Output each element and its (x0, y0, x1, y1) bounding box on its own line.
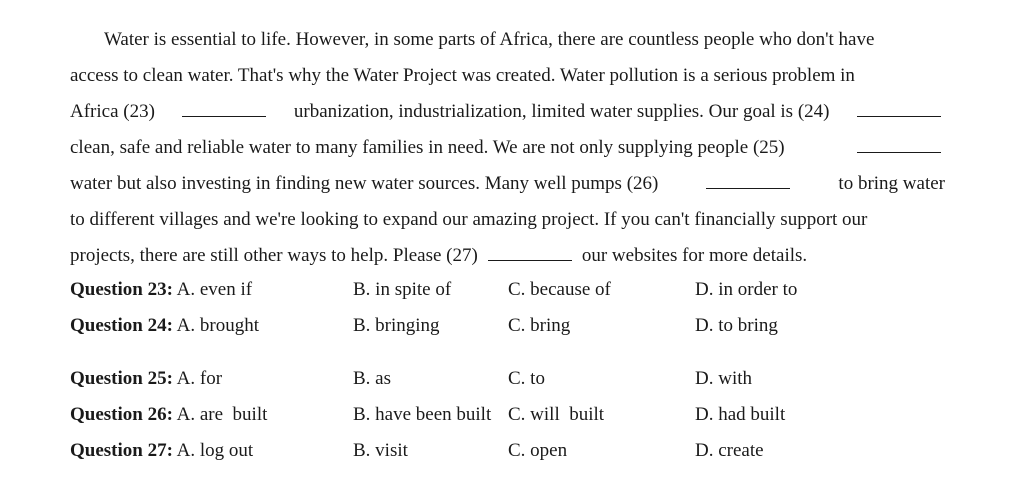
option-d: D. in order to (695, 279, 798, 300)
question-number: Question 23: (70, 279, 173, 300)
question-label (70, 361, 222, 397)
question-number: Question 26: (70, 404, 173, 425)
passage-line (70, 238, 945, 274)
question-number: Question 25: (70, 368, 173, 389)
passage-text: Africa (23) (70, 101, 155, 122)
option-c: C. because of (508, 279, 611, 300)
question-row (70, 433, 950, 469)
question-row (70, 361, 950, 397)
passage-line (70, 202, 945, 238)
question-label (70, 433, 253, 469)
answer-blank-23 (182, 94, 266, 117)
option-a: A. are built (176, 404, 268, 425)
option-d: D. with (695, 368, 752, 389)
option-b: B. in spite of (353, 279, 452, 300)
option-c: C. open (508, 440, 568, 461)
passage-text: urbanization, industrialization, limited water supplies. Our goal is (24) (293, 101, 830, 122)
option-a: A. log out (176, 440, 254, 461)
passage-text: to bring water (838, 173, 945, 194)
passage-line (70, 130, 945, 166)
option-a: A. even if (176, 279, 253, 300)
passage-line (70, 166, 945, 202)
passage-line (70, 94, 945, 130)
option-a: A. brought (176, 315, 259, 336)
option-b: B. as (353, 368, 391, 389)
question-label (70, 272, 252, 308)
answer-blank-25 (857, 130, 941, 153)
passage-text: access to clean water. That's why the Water Project was created. Water pollution is a serious problem in (70, 65, 855, 86)
option-b: B. visit (353, 440, 408, 461)
answer-blank-26 (706, 166, 790, 189)
option-c: C. will built (508, 404, 605, 425)
question-number: Question 27: (70, 440, 173, 461)
option-b: B. bringing (353, 315, 440, 336)
reading-passage (70, 22, 945, 274)
option-b: B. have been built (353, 404, 492, 425)
question-label (70, 397, 267, 433)
question-row (70, 272, 950, 308)
passage-text: projects, there are still other ways to help. Please (27) (70, 245, 478, 266)
answer-blank-27 (488, 238, 572, 261)
passage-line (70, 58, 945, 94)
passage-text: water but also investing in finding new water sources. Many well pumps (26) (70, 173, 659, 194)
passage-text: clean, safe and reliable water to many families in need. We are not only supplying people (25) (70, 137, 785, 158)
option-d: D. create (695, 440, 764, 461)
question-list (70, 272, 950, 469)
option-d: D. had built (695, 404, 786, 425)
option-d: D. to bring (695, 315, 778, 336)
passage-text: Water is essential to life. However, in some parts of Africa, there are countless people who don't have (104, 29, 875, 50)
option-c: C. bring (508, 315, 571, 336)
question-label (70, 308, 259, 344)
answer-blank-24 (857, 94, 941, 117)
question-number: Question 24: (70, 315, 173, 336)
passage-text: our websites for more details. (581, 245, 808, 266)
question-row (70, 308, 950, 344)
passage-line (70, 22, 945, 58)
option-c: C. to (508, 368, 545, 389)
passage-text: to different villages and we're looking to expand our amazing project. If you can't financially support our (70, 209, 868, 230)
question-row (70, 397, 950, 433)
option-a: A. for (176, 368, 223, 389)
